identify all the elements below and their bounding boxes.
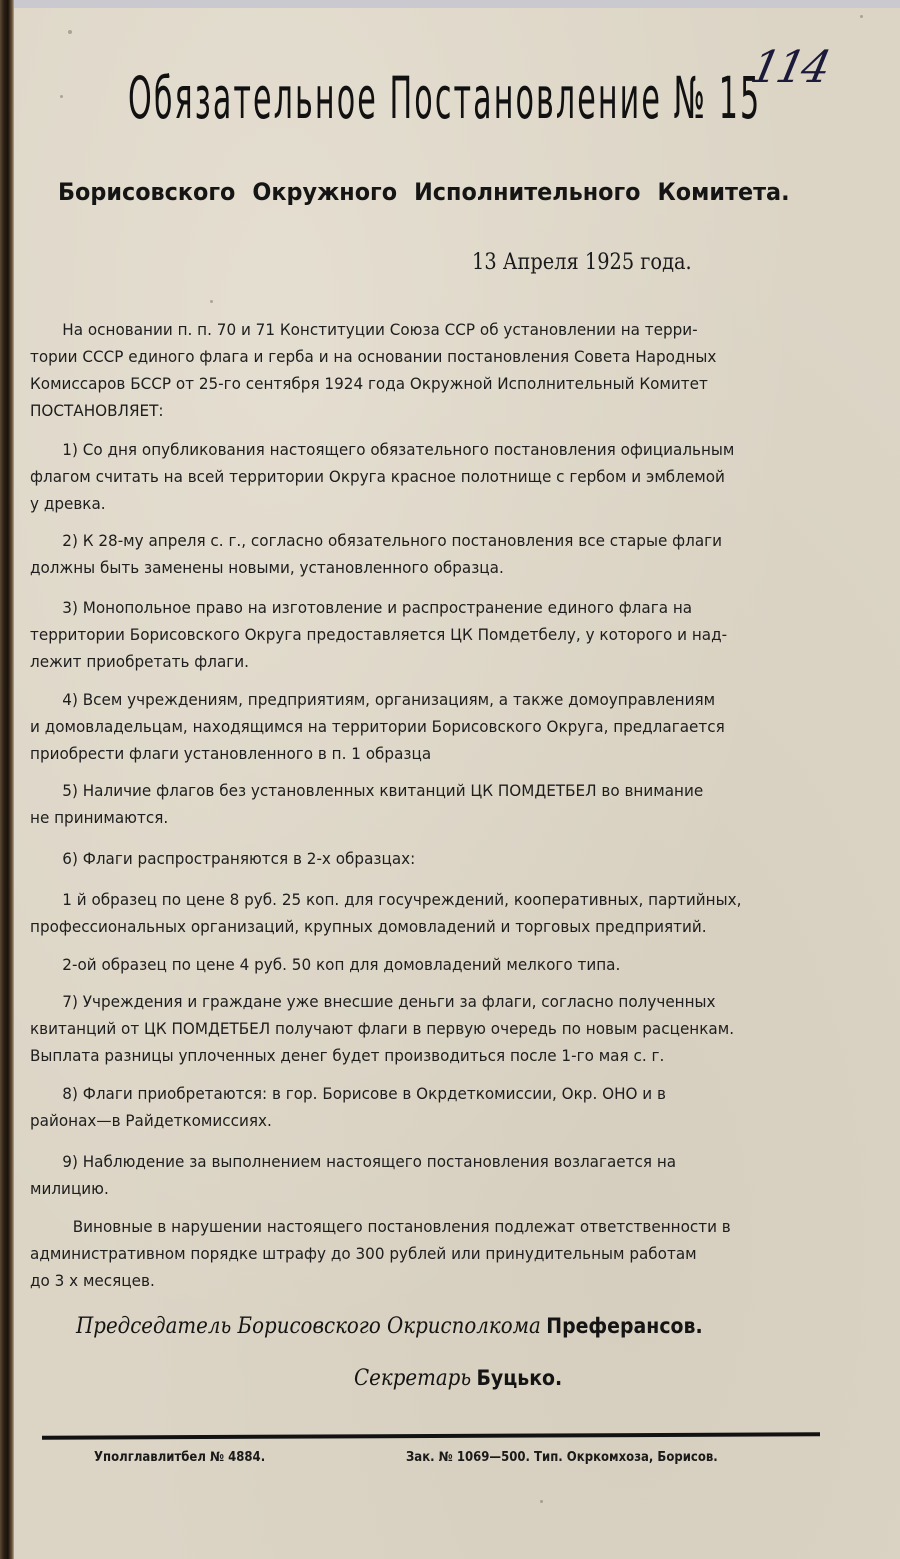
preamble-line: Комиссаров БССР от 25-го сентября 1924 года Окружной Исполнительный Комитет <box>30 374 708 393</box>
clause-5 <box>30 777 816 831</box>
secretary-title: Секретарь <box>354 1366 472 1391</box>
handwritten-archive-mark: 114 <box>746 42 833 93</box>
footer-censor-number: Уполглавлитбел № 4884. <box>94 1450 266 1465</box>
paper-speck <box>60 95 63 98</box>
clause-9 <box>30 1148 816 1202</box>
document-title <box>128 62 762 134</box>
binding-edge <box>0 0 14 1559</box>
clause-7 <box>30 988 816 1069</box>
clause-line: 4) Всем учреждениям, предприятиям, организациям, а также домоуправлениям <box>62 690 716 709</box>
clause-line: 2) К 28-му апреля с. г., согласно обязательного постановления все старые флаги <box>62 531 723 550</box>
clause-line: 1 й образец по цене 8 руб. 25 коп. для госучреждений, кооперативных, партийных, <box>62 890 742 909</box>
clause-4 <box>30 686 816 767</box>
paper-speck <box>68 30 72 34</box>
clause-line: 5) Наличие флагов без установленных квитанций ЦК ПОМДЕТБЕЛ во внимание <box>62 781 704 800</box>
clause-line: 2-ой образец по цене 4 руб. 50 коп для домовладений мелкого типа. <box>62 955 621 974</box>
clause-line: Виновные в нарушении настоящего постановления подлежат ответственности в <box>72 1217 731 1236</box>
issuer-heading: Борисовского Окружного Исполнительного Комитета. <box>58 178 790 206</box>
background-strip <box>14 0 900 8</box>
paper-speck <box>210 300 213 303</box>
clause-line: административном порядке штрафу до 300 рублей или принудительным работам <box>30 1244 697 1263</box>
penalty-clause <box>30 1213 816 1294</box>
preamble-line: На основании п. п. 70 и 71 Конституции Союза ССР об установлении на терри- <box>62 320 698 339</box>
secretary-signature <box>354 1366 562 1391</box>
footer-printer-info: Зак. № 1069—500. Тип. Окркомхоза, Борисов. <box>406 1450 718 1465</box>
clause-line: приобрести флаги установленного в п. 1 образца <box>30 744 432 763</box>
clause-line: 3) Монопольное право на изготовление и распространение единого флага на <box>62 598 693 617</box>
clause-6-sample-1 <box>30 886 816 940</box>
clause-line: территории Борисовского Округа предоставляется ЦК Помдетбелу, у которого и над- <box>30 625 728 644</box>
clause-line: не принимаются. <box>30 808 169 827</box>
chairman-title: Председатель Борисовского Окрисполкома <box>76 1314 541 1339</box>
clause-line: 6) Флаги распространяются в 2-х образцах: <box>62 849 416 868</box>
clause-3 <box>30 594 816 675</box>
chairman-name: Преферансов. <box>546 1314 703 1338</box>
title-text: Обязательное Постановление № 15 <box>128 64 762 132</box>
preamble <box>30 316 816 424</box>
clause-line: должны быть заменены новыми, установленного образца. <box>30 558 504 577</box>
clause-line: районах—в Райдеткомиссиях. <box>30 1111 272 1130</box>
clause-line: Выплата разницы уплоченных денег будет производиться после 1-го мая с. г. <box>30 1046 665 1065</box>
clause-line: и домовладельцам, находящимся на территории Борисовского Округа, предлагается <box>30 717 725 736</box>
clause-line: 8) Флаги приобретаются: в гор. Борисове в Окрдеткомиссии, Окр. ОНО и в <box>62 1084 666 1103</box>
paper-speck <box>540 1500 543 1503</box>
clause-6 <box>30 845 816 872</box>
document-date: 13 Апреля 1925 года. <box>472 250 692 275</box>
clause-8 <box>30 1080 816 1134</box>
chairman-signature <box>76 1314 703 1339</box>
clause-1 <box>30 436 816 517</box>
clause-line: квитанций от ЦК ПОМДЕТБЕЛ получают флаги в первую очередь по новым расценкам. <box>30 1019 735 1038</box>
secretary-name: Буцько. <box>476 1366 563 1390</box>
clause-line: профессиональных организаций, крупных домовладений и торговых предприятий. <box>30 917 707 936</box>
clause-line: лежит приобретать флаги. <box>30 652 250 671</box>
preamble-decree-word: ПОСТАНОВЛЯЕТ: <box>30 401 164 420</box>
clause-line: у древка. <box>30 494 106 513</box>
clause-6-sample-2 <box>30 951 816 978</box>
preamble-line: тории СССР единого флага и герба и на основании постановления Совета Народных <box>30 347 717 366</box>
clause-2 <box>30 527 816 581</box>
clause-line: 1) Со дня опубликования настоящего обязательного постановления официальным <box>62 440 735 459</box>
clause-line: до 3 х месяцев. <box>30 1271 155 1290</box>
clause-line: 9) Наблюдение за выполнением настоящего постановления возлагается на <box>62 1152 677 1171</box>
paper-speck <box>860 15 863 18</box>
clause-line: 7) Учреждения и граждане уже внесшие деньги за флаги, согласно полученных <box>62 992 716 1011</box>
clause-line: милицию. <box>30 1179 109 1198</box>
clause-line: флагом считать на всей территории Округа красное полотнище с гербом и эмблемой <box>30 467 725 486</box>
